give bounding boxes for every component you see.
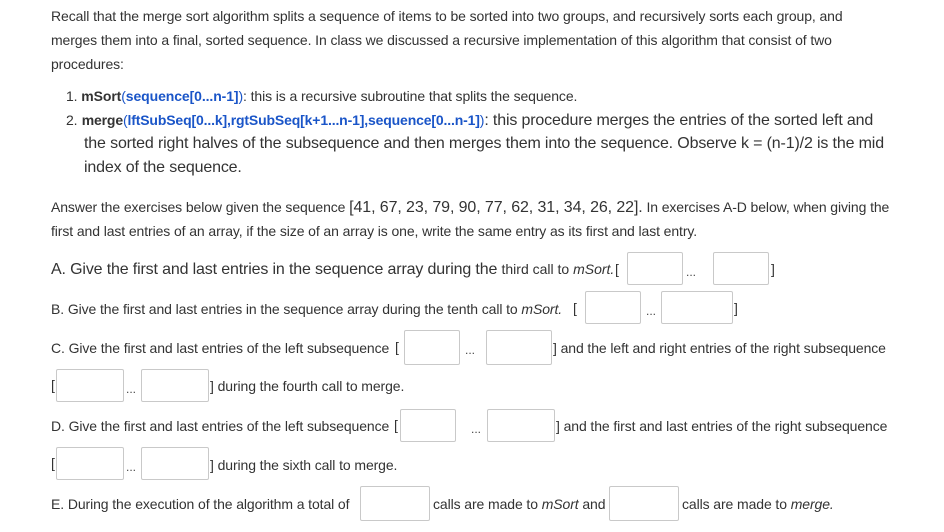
question-b-open-bracket: [	[573, 300, 577, 316]
procedure-2-arg: lftSubSeq[0...k],rgtSubSeq[k+1...n-1],sequence[0...n-1]	[127, 112, 480, 128]
procedure-2-paren-close: )	[479, 112, 485, 128]
question-e-mid-text: calls are made to	[433, 496, 542, 512]
question-d-left-last-input[interactable]	[487, 409, 555, 442]
question-d-close-text: ] and the first and last entries of the right subsequence	[556, 418, 888, 434]
question-d-end: ] during the sixth call to merge.	[210, 457, 398, 473]
question-e-msort-input[interactable]	[360, 486, 430, 521]
question-a-close-bracket: ]	[771, 261, 775, 277]
question-b-last-input[interactable]	[661, 291, 733, 324]
question-a-open-bracket: [	[615, 261, 619, 277]
intro-line-2: merges them into a final, sorted sequence. In class we discussed a recursive implementation of this algorithm that consist of two	[51, 32, 832, 48]
procedure-2	[66, 108, 873, 133]
question-e-end-text: calls are made to	[682, 496, 791, 512]
question-c-right-first-input[interactable]	[56, 369, 124, 402]
question-d-text: D. Give the first and last entries of the left subsequence	[51, 418, 390, 434]
procedure-2-desc: : this procedure merges the entries of the sorted left and	[484, 112, 874, 129]
question-c-open-bracket: [	[395, 339, 399, 355]
answer-line-1-b: In exercises A-D below, when giving the	[642, 199, 890, 215]
question-c-ellipsis: ...	[465, 343, 476, 357]
question-b-fn: mSort.	[521, 301, 563, 317]
question-e-fn-msort: mSort	[541, 496, 579, 512]
question-e-end	[682, 492, 834, 516]
question-b-first-input[interactable]	[585, 291, 641, 324]
question-c-left-first-input[interactable]	[404, 330, 460, 365]
question-c-end: ] during the fourth call to merge.	[210, 378, 405, 394]
procedure-2-paren-open: (	[122, 112, 128, 128]
question-b-text: B. Give the first and last entries in the sequence array during the tenth call to	[51, 301, 522, 317]
intro-line-3: procedures:	[51, 56, 124, 72]
question-c-left-last-input[interactable]	[486, 330, 552, 365]
question-e-fn-merge: merge.	[790, 496, 834, 512]
question-e-and: and	[578, 496, 606, 512]
answer-line-1-a: Answer the exercises below given the sequence	[51, 199, 350, 215]
question-a-text-small: third call to	[501, 261, 574, 277]
question-d-right-last-input[interactable]	[141, 447, 209, 480]
procedure-1-number: 1.	[66, 88, 78, 104]
question-d-ellipsis-2: ...	[126, 460, 137, 474]
question-e-merge-input[interactable]	[609, 486, 679, 521]
question-d-open-bracket-2: [	[51, 455, 55, 471]
procedure-1-paren-close: )	[238, 88, 244, 104]
procedure-2-name: merge	[81, 112, 123, 128]
question-b-ellipsis: ...	[646, 304, 657, 318]
question-e-text: E. During the execution of the algorithm a total of	[51, 496, 350, 512]
question-c-close-text: ] and the left and right entries of the right subsequence	[553, 340, 886, 356]
procedure-1-arg: sequence[0...n-1]	[125, 88, 239, 104]
intro-line-1: Recall that the merge sort algorithm splits a sequence of items to be sorted into two groups, and recursively sorts each group, and	[51, 8, 843, 24]
answer-line-1	[51, 195, 889, 220]
procedure-1-paren-open: (	[121, 88, 126, 104]
question-a-fn: mSort.	[573, 261, 615, 277]
question-c-ellipsis-2: ...	[126, 382, 137, 396]
question-c-open-bracket-2: [	[51, 377, 55, 393]
question-a-ellipsis: ...	[686, 265, 697, 279]
answer-line-2: first and last entries of an array, if the size of an array is one, write the same entry as its first and last entry.	[51, 223, 698, 239]
question-a-first-input[interactable]	[627, 252, 683, 285]
procedure-1-desc: : this is a recursive subroutine that splits the sequence.	[243, 88, 578, 104]
question-e-mid	[433, 492, 605, 516]
procedure-2-line-2: the sorted right halves of the subsequence and then merges them into the sequence. Observe k = (n-1)/2 is the mid	[84, 135, 884, 152]
question-d-left-first-input[interactable]	[400, 409, 456, 442]
question-a-text: A. Give the first and last entries in the sequence array during the	[51, 261, 502, 278]
question-c-right-last-input[interactable]	[141, 369, 209, 402]
question-d-right-first-input[interactable]	[56, 447, 124, 480]
procedure-2-line-3: index of the sequence.	[84, 159, 242, 176]
procedure-2-number: 2.	[66, 112, 78, 128]
question-c-text: C. Give the first and last entries of the left subsequence	[51, 340, 390, 356]
procedure-1-name: mSort	[81, 88, 122, 104]
question-d-open-bracket: [	[394, 417, 398, 433]
question-a	[51, 257, 614, 282]
given-sequence: [41, 67, 23, 79, 90, 77, 62, 31, 34, 26, 22].	[349, 199, 643, 216]
question-d-ellipsis: ...	[471, 422, 482, 436]
question-b	[51, 297, 562, 321]
question-a-last-input[interactable]	[713, 252, 769, 285]
question-b-close-bracket: ]	[734, 300, 738, 316]
procedure-1	[66, 84, 577, 108]
